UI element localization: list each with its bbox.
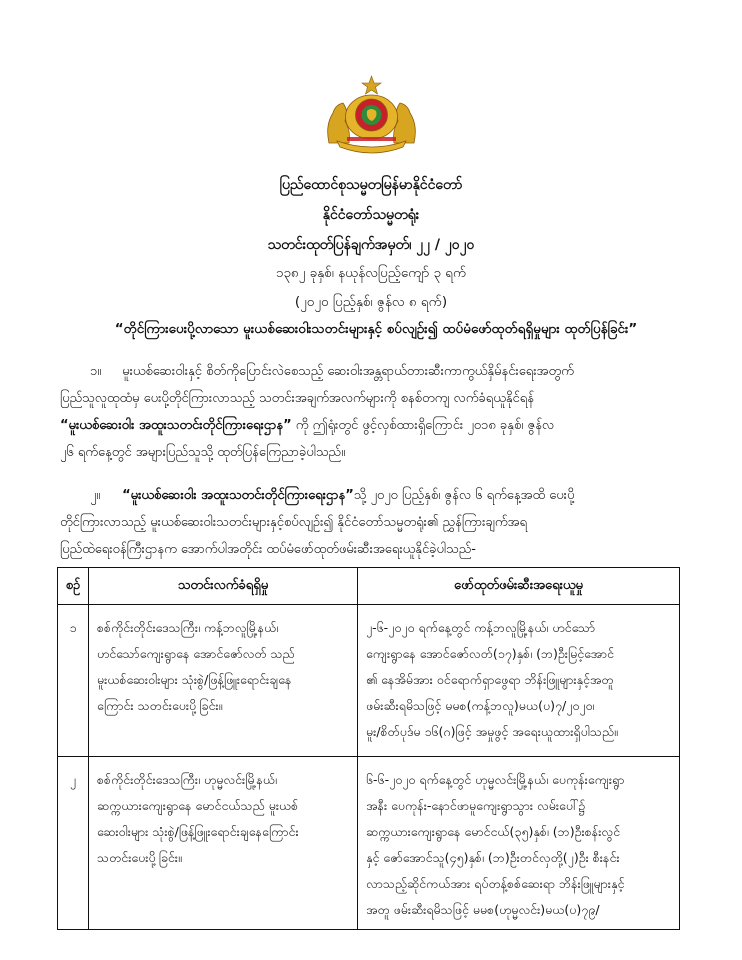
cases-table xyxy=(57,567,680,930)
row-action-line: ဆက္ကယားကျေးရွာနေ မောင်ငယ်(၃၅)နှစ်၊ (ဘ)ဦးစန်းလွင် xyxy=(366,824,621,839)
release-title: “တိုင်ကြားပေးပို့လာသော မူးယစ်ဆေးဝါးသတင်းများနှင့် စပ်လျဉ်း၍ ထပ်မံဖော်ထုတ်ရရှိမှုများ ထုတ်ပြန်ခြင်း” xyxy=(114,321,638,337)
header-info-received: သတင်းလက်ခံရရှိမှု xyxy=(89,568,358,605)
hotline-name-bold-2: “မူးယစ်ဆေးဝါး အထူးသတင်းတိုင်ကြားရေးဌာန” xyxy=(122,488,354,503)
release-number: သတင်းထုတ်ပြန်ချက်အမှတ်၊ ၂၂ / ၂၀၂၀ xyxy=(267,237,475,253)
table-row xyxy=(58,757,680,930)
paragraph-2-line-2: တိုင်ကြားလာသည့် မူးယစ်ဆေးဝါးသတင်းများနှင့်စပ်လျဉ်း၍ နိုင်ငံတော်သမ္မတရုံး၏ ညွှန်ကြားချက်အရ xyxy=(60,515,527,530)
office-name: နိုင်ငံတော်သမ္မတရုံး xyxy=(322,207,420,223)
row-action-line: လာသည့်ဆိုင်ကယ်အား ရပ်တန့်စစ်ဆေးရာ ဘိန်းဖြူများနှင့် xyxy=(366,876,625,891)
paragraph-2-line-1: သို့ ၂၀၂၀ ပြည့်နှစ်၊ ဇွန်လ ၆ ရက်နေ့အထိ ပေးပို့ xyxy=(353,488,575,503)
row-action-line: ၏ နေအိမ်အား ဝင်ရောက်ရှာဖွေရာ ဘိန်းဖြူများနှင့်အတူ xyxy=(366,672,614,687)
paragraph-2 xyxy=(60,482,680,563)
row-action-line: ဖမ်းဆီးရမိသဖြင့် မမစ(ကန့်ဘလူ)မယ(ပ)၇/၂၀၂၀၊ xyxy=(366,698,595,713)
date-gregorian: (၂၀၂၀ ပြည့်နှစ်၊ ဇွန်လ ၈ ရက်) xyxy=(294,294,448,310)
row-action-cell xyxy=(358,757,680,930)
row-info-line: စစ်ကိုင်းတိုင်းဒေသကြီး၊ ကန့်ဘလူမြို့နယ်၊ xyxy=(97,620,279,635)
paragraph-1 xyxy=(60,358,680,466)
row-action-line: ၂-၆-၂၀၂၀ ရက်နေ့တွင် ကန့်ဘလူမြို့နယ်၊ ဟင်သော် xyxy=(366,620,596,635)
paragraph-1-line-4: ၂၆ ရက်နေ့တွင် အများပြည်သူသို့ ထုတ်ပြန်ကြေညာခဲ့ပါသည်။ xyxy=(60,445,346,460)
paragraph-2-number: ၂။ xyxy=(90,488,101,503)
row-action-line: အနီး ပေကုန်း-နောင်ဖာမူကျေးရွာသွား လမ်းပေါ်၌ xyxy=(366,798,586,813)
row-action-cell xyxy=(358,605,680,757)
row-action-line: ကျေးရွာနေ အောင်ဇော်လတ်(၁၇)နှစ်၊ (ဘ)ဦးမြင့်အောင် xyxy=(366,646,614,661)
row-info-line: စစ်ကိုင်းတိုင်းဒေသကြီး၊ ဟုမ္မလင်းမြို့နယ်၊ xyxy=(97,772,277,787)
header-no: စဉ် xyxy=(58,568,89,605)
row-info-line: ဆေးဝါးများ သုံးစွဲ/ဖြန့်ဖြူးရောင်းချနေကြောင်း xyxy=(97,824,299,839)
paragraph-2-line-3: ပြည်ထဲရေးဝန်ကြီးဌာနက အောက်ပါအတိုင်း ထပ်မံဖော်ထုတ်ဖမ်းဆီးအရေးယူနိုင်ခဲ့ပါသည်- xyxy=(60,542,476,557)
paragraph-1-line-1: မူးယစ်ဆေးဝါးနှင့် စိတ်ကိုပြောင်းလဲစေသည့် ဆေးဝါးအန္တရာယ်တားဆီးကာကွယ်နှိမ်နင်းရေးအတွက် xyxy=(122,364,574,379)
row-action-line: အတူ ဖမ်းဆီးရမိသဖြင့် မမစ(ဟုမ္မလင်း)မယ(ပ)၇၉/ xyxy=(366,902,600,917)
paragraph-1-line-3: ကို ဤရုံးတွင် ဖွင့်လှစ်ထားရှိကြောင်း ၂၀၁၈ ခုနှစ်၊ ဇွန်လ xyxy=(291,418,555,433)
paragraph-1-number: ၁။ xyxy=(90,364,102,379)
row-info-line: ဟင်သော်ကျေးရွာနေ အောင်ဇော်လတ် သည် xyxy=(97,646,295,661)
row-info-cell xyxy=(89,605,358,757)
date-myanmar: ၁၃၈၂ ခုနှစ်၊ နယုန်လပြည့်ကျော် ၃ ရက် xyxy=(275,265,467,281)
country-name: ပြည်ထောင်စုသမ္မတမြန်မာနိုင်ငံတော် xyxy=(279,177,463,193)
row-info-line: မူးယစ်ဆေးဝါးများ သုံးစွဲ/ဖြန့်ဖြူးရောင်းချနေ xyxy=(97,672,292,687)
row-number: ၂ xyxy=(58,757,89,930)
row-action-line: မူး/စိတ်ပုဒ်မ ၁၆(ဂ)ဖြင့် အမှုဖွင့် အရေးယူထားရှိပါသည်။ xyxy=(366,724,618,739)
paragraph-1-line-2: ပြည်သူလူထုထံမှ ပေးပို့တိုင်ကြားလာသည့် သတင်းအချက်အလက်များကို စနစ်တကျ လက်ခံရယူနိုင်ရန် xyxy=(60,391,534,406)
hotline-name-bold: “မူးယစ်ဆေးဝါး အထူးသတင်းတိုင်ကြားရေးဌာန” xyxy=(60,418,292,433)
row-action-line: ၆-၆-၂၀၂၀ ရက်နေ့တွင် ဟုမ္မလင်းမြို့နယ်၊ ပေကုန်းကျေးရွာ xyxy=(366,772,625,787)
table-row xyxy=(58,605,680,757)
row-info-cell xyxy=(89,757,358,930)
header-action-taken: ဖော်ထုတ်ဖမ်းဆီးအရေးယူမှု xyxy=(358,568,680,605)
row-info-line: ဆက္ကယားကျေးရွာနေ မောင်ငယ်သည် မူးယစ် xyxy=(97,798,299,813)
row-action-line: နှင့် ဇော်အောင်သူ(၄၅)နှစ်၊ (ဘ)ဦးတင်လှတို့(၂)ဦး စီးနင်း xyxy=(366,850,620,865)
row-number: ၁ xyxy=(58,605,89,757)
state-seal-emblem-icon xyxy=(323,75,420,155)
row-info-line: ကြောင်း သတင်းပေးပို့ခြင်း။ xyxy=(97,698,223,713)
row-info-line: သတင်းပေးပို့ခြင်း။ xyxy=(97,850,182,865)
table-header-row xyxy=(58,568,680,605)
